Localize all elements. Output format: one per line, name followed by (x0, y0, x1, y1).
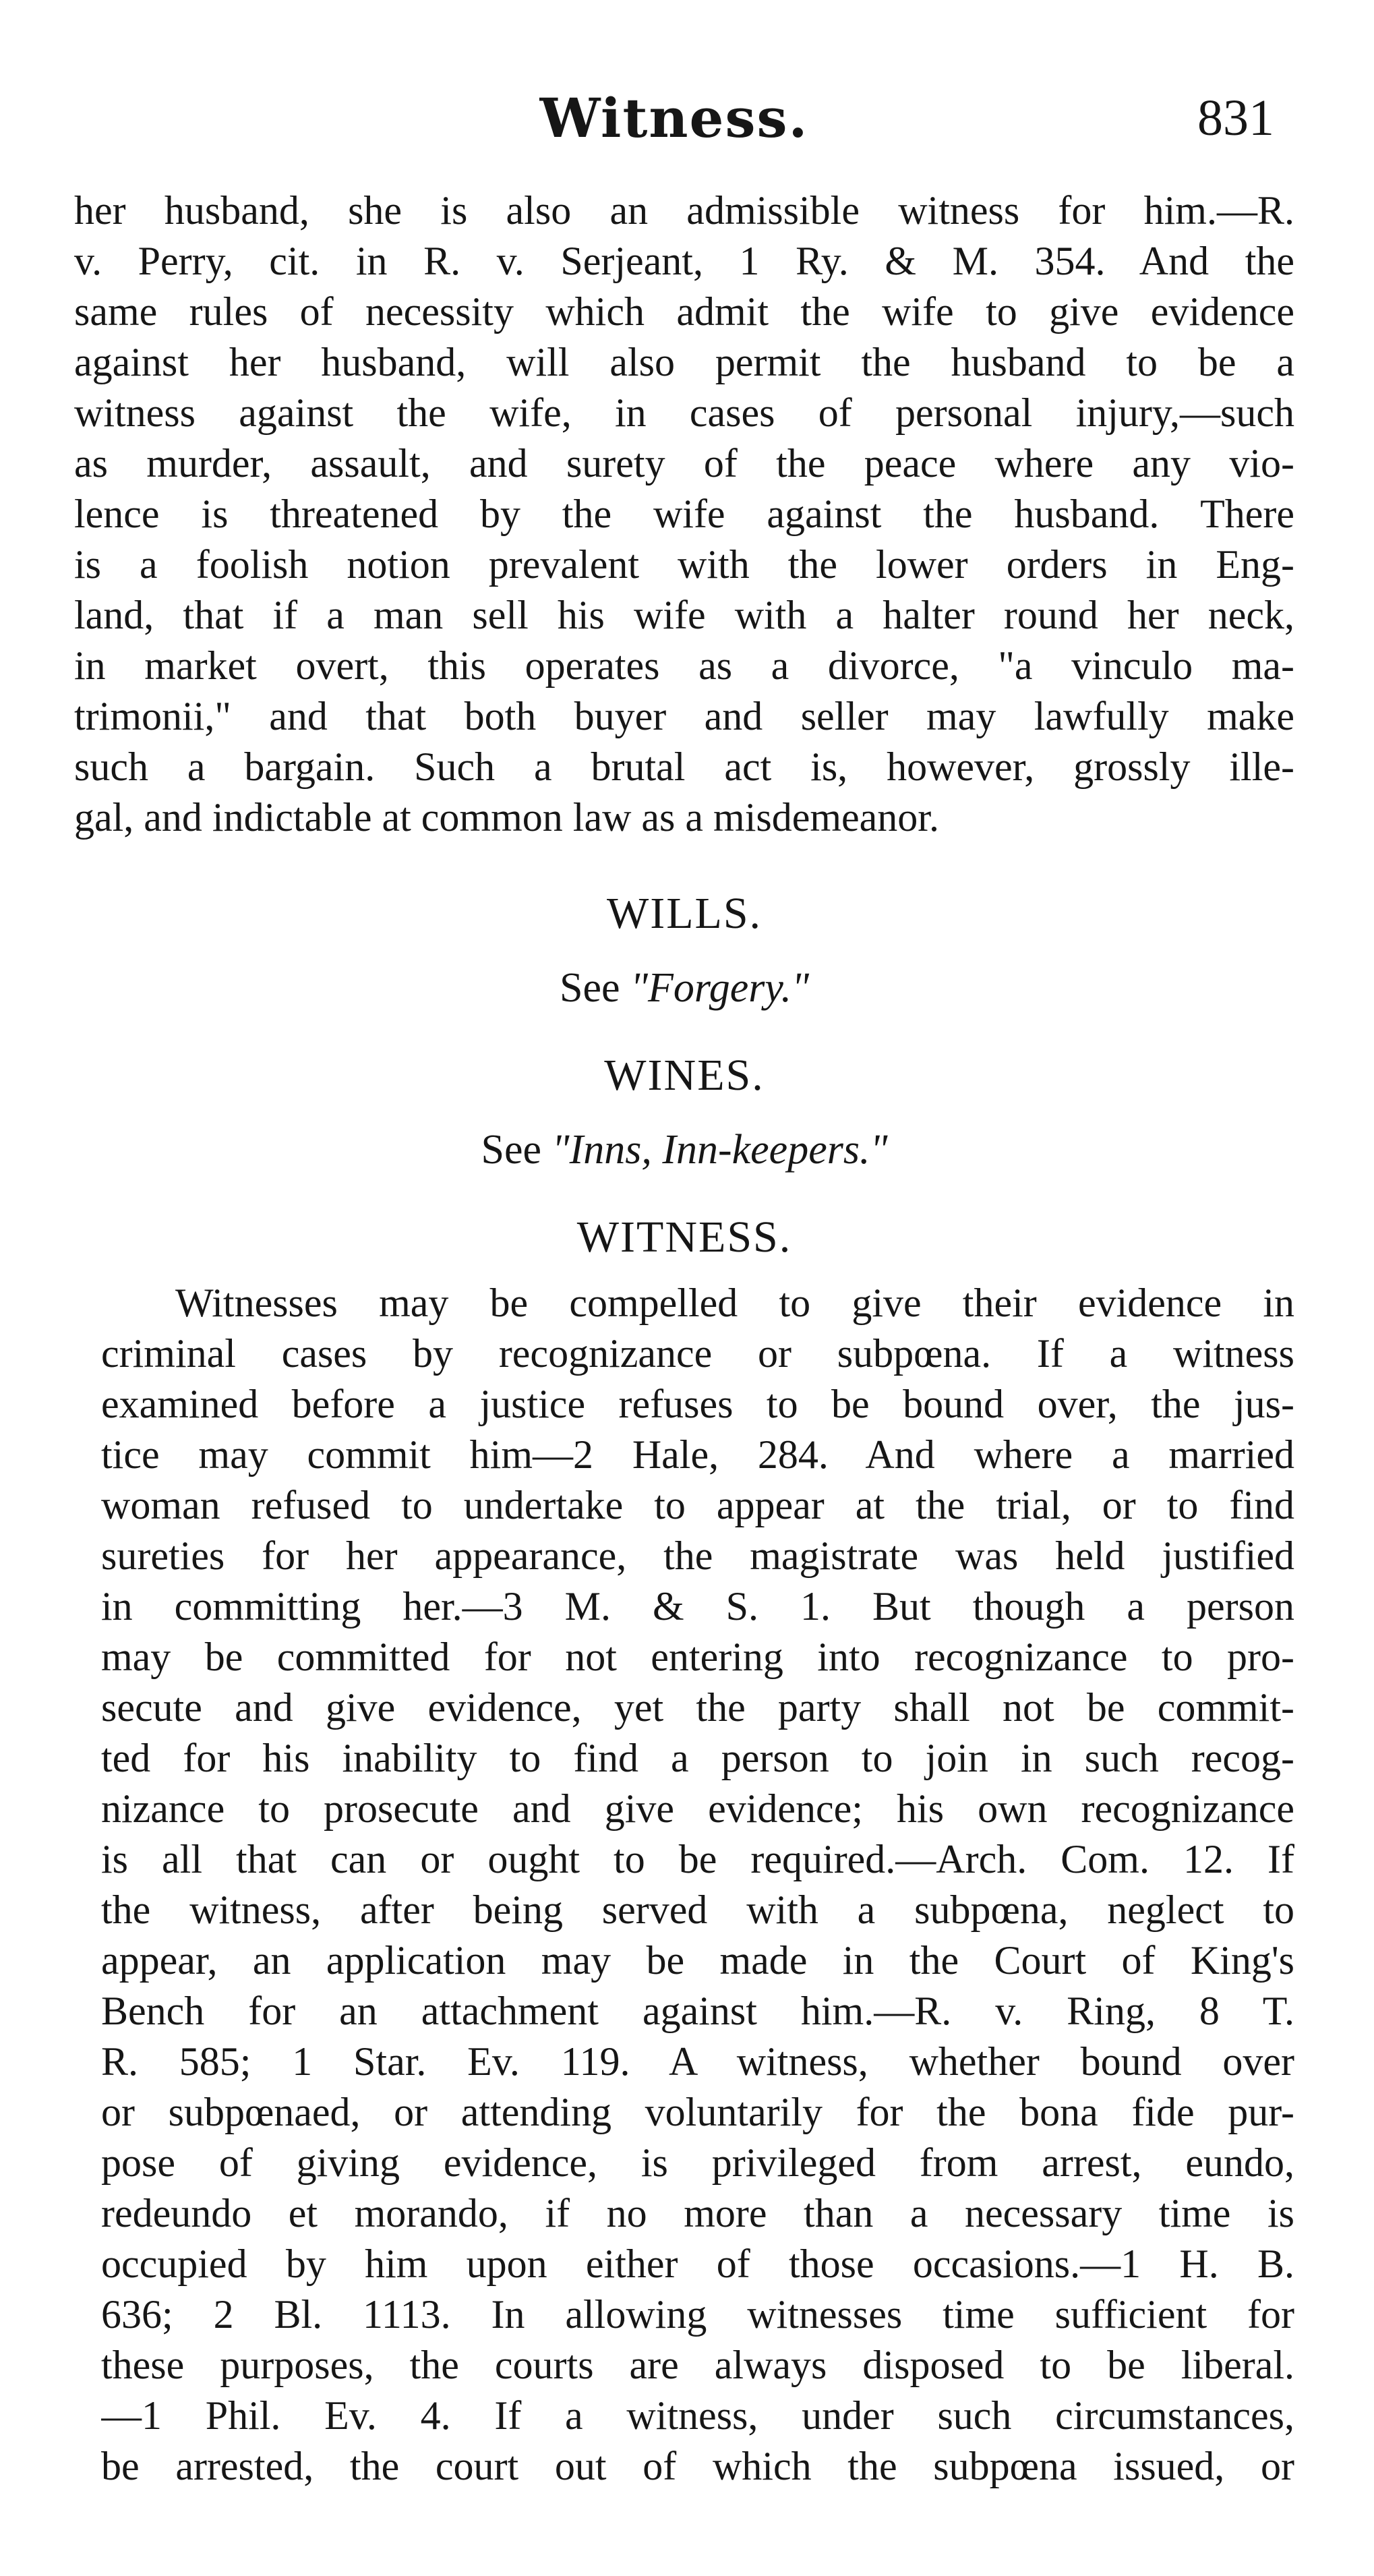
entry-wills (74, 877, 1294, 1025)
see-prefix: See (559, 965, 620, 1011)
see-prefix: See (481, 1127, 542, 1173)
text-line: be arrested, the court out of which the subpœna issued, or (101, 2444, 1294, 2488)
witness-paragraph (101, 1278, 1294, 2492)
text-line: lence is threatened by the wife against the husband. There (74, 492, 1294, 536)
text-line: pose of giving evidence, is privileged from arrest, eundo, (101, 2140, 1294, 2185)
text-line: examined before a justice refuses to be bound over, the jus- (101, 1382, 1294, 1426)
text-line: secute and give evidence, yet the party shall not be commit- (101, 1685, 1294, 1730)
entry-wines (74, 1038, 1294, 1187)
text-line: in committing her.—3 M. & S. 1. But though a person (101, 1584, 1294, 1629)
text-line: the witness, after being served with a subpœna, neglect to (101, 1887, 1294, 1932)
text-line: nizance to prosecute and give evidence; his own recognizance (101, 1786, 1294, 1831)
entry-heading: WILLS. (606, 889, 763, 938)
entry-heading: WINES. (604, 1051, 765, 1100)
text-line: criminal cases by recognizance or subpœna. If a witness (101, 1331, 1294, 1376)
text-line: as murder, assault, and surety of the peace where any vio- (74, 441, 1294, 486)
text-line: or subpœnaed, or attending voluntarily for the bona fide pur- (101, 2090, 1294, 2134)
page-number: 831 (1197, 90, 1274, 146)
see-reference (74, 1113, 1294, 1187)
text-line: 636; 2 Bl. 1113. In allowing witnesses time sufficient for (101, 2292, 1294, 2337)
text-line: redeundo et morando, if no more than a necessary time is (101, 2191, 1294, 2235)
text-line: gal, and indictable at common law as a misdemeanor. (74, 795, 939, 840)
section-heading: WITNESS. (576, 1212, 792, 1262)
text-line: occupied by him upon either of those occasions.—1 H. B. (101, 2242, 1294, 2286)
text-line: Witnesses may be compelled to give their evidence in (175, 1281, 1294, 1325)
text-line: R. 585; 1 Star. Ev. 119. A witness, whether bound over (101, 2039, 1294, 2084)
text-line: woman refused to undertake to appear at the trial, or to find (101, 1483, 1294, 1527)
text-line: these purposes, the courts are always disposed to be liberal. (101, 2343, 1294, 2387)
see-target: "Forgery." (630, 965, 810, 1011)
text-line: her husband, she is also an admissible witness for him.—R. (74, 188, 1294, 233)
see-target: "Inns, Inn-keepers." (551, 1127, 888, 1173)
text-line: Bench for an attachment against him.—R. v. Ring, 8 T. (101, 1989, 1294, 2033)
text-line: is a foolish notion prevalent with the lower orders in Eng- (74, 542, 1294, 587)
text-line: same rules of necessity which admit the wife to give evidence (74, 289, 1294, 334)
text-line: ted for his inability to find a person to join in such recog- (101, 1736, 1294, 1780)
text-line: in market overt, this operates as a divorce, "a vinculo ma- (74, 643, 1294, 688)
text-line: v. Perry, cit. in R. v. Serjeant, 1 Ry. & M. 354. And the (74, 239, 1294, 283)
running-title: Witness. (539, 86, 809, 150)
text-line: sureties for her appearance, the magistrate was held justified (101, 1533, 1294, 1578)
continuation-paragraph (74, 185, 1294, 843)
text-line: against her husband, will also permit the husband to be a (74, 340, 1294, 384)
page-header (74, 81, 1274, 155)
text-line: —1 Phil. Ev. 4. If a witness, under such circumstances, (101, 2393, 1294, 2438)
text-line: trimonii," and that both buyer and seller may lawfully make (74, 694, 1294, 738)
text-line: land, that if a man sell his wife with a halter round her neck, (74, 593, 1294, 637)
text-line: appear, an application may be made in the Court of King's (101, 1938, 1294, 1983)
see-reference (74, 951, 1294, 1025)
text-line: is all that can or ought to be required.—Arch. Com. 12. If (101, 1837, 1294, 1881)
witness-section (74, 1200, 1294, 1275)
text-line: may be committed for not entering into recognizance to pro- (101, 1635, 1294, 1679)
text-line: such a bargain. Such a brutal act is, however, grossly ille- (74, 744, 1294, 789)
text-line: tice may commit him—2 Hale, 284. And where a married (101, 1432, 1294, 1477)
text-line: witness against the wife, in cases of personal injury,—such (74, 390, 1294, 435)
